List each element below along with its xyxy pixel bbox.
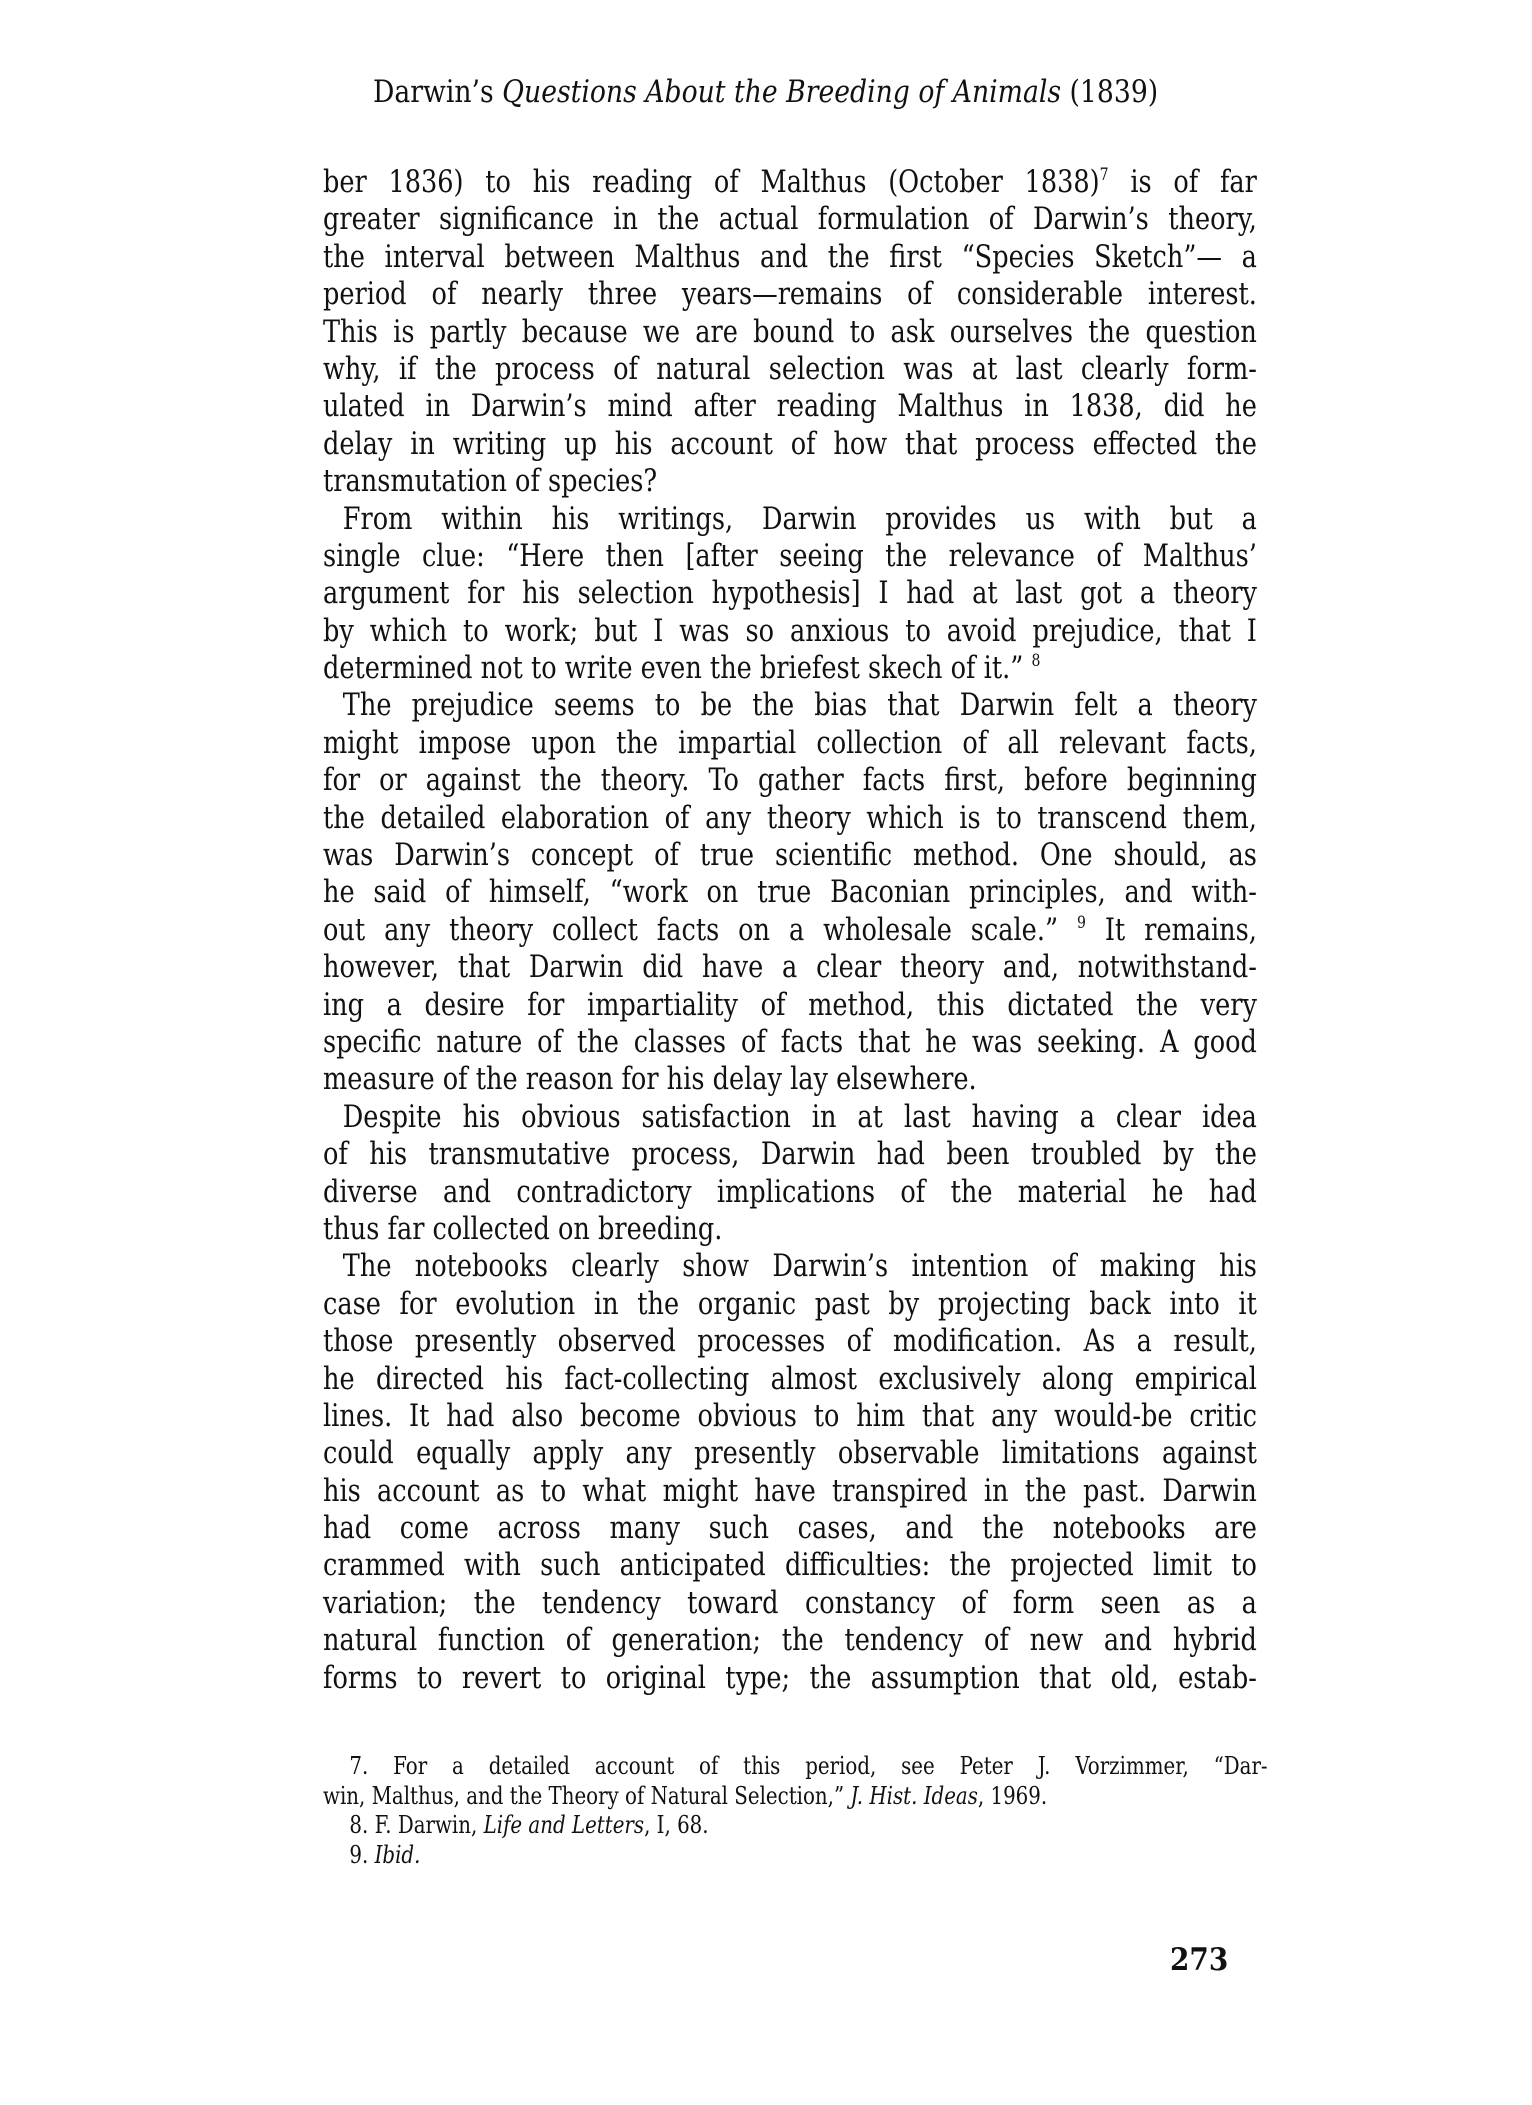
text-line-content: From within his writings, Darwin provides us with but a [342,500,1257,537]
text-line-content: ulated in Darwin’s mind after reading Malthus in 1838, did he [323,388,1257,425]
text-line-content: The notebooks clearly show Darwin’s intention of making his [342,1248,1257,1285]
text-line [323,1061,1257,1098]
text-line-content: thus far collected on breeding. [323,1210,723,1247]
text-line [323,1547,1257,1584]
footnotes [323,1752,1268,1870]
header-title: Questions About the Breeding of Animals [502,74,1062,110]
text-line-continuation: is of far [1108,164,1257,200]
footnote-7-year: , 1969. [977,1781,1048,1810]
header-author: Darwin’s [373,74,503,110]
text-line [323,1398,1257,1435]
text-line-content: ber 1836) to his reading of Malthus (October 1838) [323,164,1100,200]
text-line-content: diverse and contradictory implications of the material he had [323,1173,1257,1210]
text-line [323,1136,1257,1173]
text-line [323,388,1257,425]
text-line-content: transmutation of species? [323,463,658,500]
text-line-content: why, if the process of natural selection was at last clearly form- [323,350,1257,387]
text-line [323,1024,1257,1061]
text-line [323,1660,1257,1697]
text-line [323,314,1257,351]
text-line [323,912,1257,949]
text-line [323,1174,1257,1211]
text-line [323,1585,1257,1622]
text-line [323,949,1257,986]
footnote-8-text: 8. F. Darwin, [349,1811,484,1839]
body-text [323,164,1257,1697]
text-line-content: he directed his fact-collecting almost exclusively along empirical [323,1360,1257,1397]
text-line [323,1510,1257,1547]
text-line [323,987,1257,1024]
text-line-content: the detailed elaboration of any theory which is to transcend them, [323,799,1257,836]
text-line-content: ing a desire for impartiality of method, this dictated the very [323,986,1257,1023]
text-line-content: determined not to write even the briefest skech of it.” [323,650,1032,687]
text-line [323,1361,1257,1398]
text-line [323,613,1257,650]
text-line [323,276,1257,313]
header-year: (1839) [1061,74,1159,110]
text-line-content: greater significance in the actual formulation of Darwin’s theory, [323,201,1257,238]
text-line-content: had come across many such cases, and the notebooks are [323,1510,1257,1547]
text-line-content: The prejudice seems to be the bias that Darwin felt a theory [342,687,1257,724]
text-line [323,501,1257,538]
text-line [323,837,1257,874]
footnote-reference[interactable]: 9 [1076,912,1086,933]
text-line [323,725,1257,762]
text-line-content: by which to work; but I was so anxious to avoid prejudice, that I [323,612,1257,649]
footnote-reference[interactable]: 8 [1031,651,1041,672]
text-line [323,351,1257,388]
footnote-9 [323,1841,1268,1871]
text-line-content: might impose upon the impartial collection of all relevant facts, [323,724,1257,761]
text-line [323,1099,1257,1136]
text-line-content: Despite his obvious satisfaction in at last having a clear idea [342,1098,1257,1135]
text-line-continuation: It remains, [1085,911,1257,948]
text-line [323,1435,1257,1472]
text-line-content: forms to revert to original type; the assumption that old, estab- [323,1659,1257,1696]
footnote-reference[interactable]: 7 [1099,165,1109,185]
text-line [323,1211,1257,1248]
text-line-content: was Darwin’s concept of true scientific method. One should, as [323,837,1257,874]
text-line-content: measure of the reason for his delay lay elsewhere. [323,1061,977,1098]
footnote-8-ref: , I, 68. [644,1811,709,1839]
text-line-content: of his transmutative process, Darwin had been troubled by the [323,1136,1257,1173]
footnote-7-line-1: 7. For a detailed account of this period, see Peter J. Vorzimmer, “Dar- [349,1752,1268,1780]
footnote-7-journal: J. Hist. Ideas [850,1781,978,1810]
text-line [323,762,1257,799]
text-line [323,1323,1257,1360]
text-line [323,800,1257,837]
text-line-content: out any theory collect facts on a wholesale scale.” [323,911,1077,948]
text-line-content: specific nature of the classes of facts that he was seeking. A good [323,1023,1257,1060]
page-number: 273 [1170,1942,1229,1978]
text-line-content: those presently observed processes of modification. As a result, [323,1323,1257,1360]
text-line-content: This is partly because we are bound to ask ourselves the question [323,313,1257,350]
text-line [323,1473,1257,1510]
footnote-7-line-2 [323,1782,1268,1812]
text-line-content: crammed with such anticipated difficulties: the projected limit to [323,1547,1257,1584]
text-line-content: his account as to what might have transpired in the past. Darwin [323,1472,1257,1509]
text-line [323,463,1257,500]
text-line-content: period of nearly three years—remains of considerable interest. [323,276,1257,313]
text-line-content: delay in writing up his account of how that process effected the [323,425,1257,462]
text-line-content: case for evolution in the organic past by projecting back into it [323,1285,1257,1322]
text-line [323,538,1257,575]
text-line [323,426,1257,463]
text-line [323,1286,1257,1323]
text-line-content: lines. It had also become obvious to him that any would-be critic [323,1397,1257,1434]
text-line-content: however, that Darwin did have a clear theory and, notwithstand- [323,949,1257,986]
text-line-content: the interval between Malthus and the first “Species Sketch”— a [323,238,1257,275]
footnote-7-text: win, Malthus, and the Theory of Natural Selection,” [323,1781,851,1810]
footnote-8-title: Life and Letters [483,1811,645,1839]
text-line [323,874,1257,911]
text-line [323,650,1257,687]
text-line-content: he said of himself, “work on true Baconian principles, and with- [323,874,1257,911]
text-line-content: single clue: “Here then [after seeing the relevance of Malthus’ [323,537,1257,574]
text-line-content: for or against the theory. To gather facts first, before beginning [323,762,1257,799]
text-line-content: natural function of generation; the tendency of new and hybrid [323,1622,1257,1659]
text-line [323,1622,1257,1659]
text-line [323,201,1257,238]
text-line-content: argument for his selection hypothesis] I had at last got a theory [323,575,1257,612]
text-line [323,575,1257,612]
text-line-content: could equally apply any presently observable limitations against [323,1435,1257,1472]
text-line-content: variation; the tendency toward constancy of form seen as a [323,1584,1257,1621]
running-header [373,72,1159,112]
text-line [323,687,1257,724]
text-line [323,164,1257,201]
footnote-9-ibid: Ibid. [374,1840,421,1869]
footnote-8 [323,1811,1268,1841]
footnote-9-number: 9. [349,1840,375,1869]
text-line [323,239,1257,276]
text-line [323,1248,1257,1285]
